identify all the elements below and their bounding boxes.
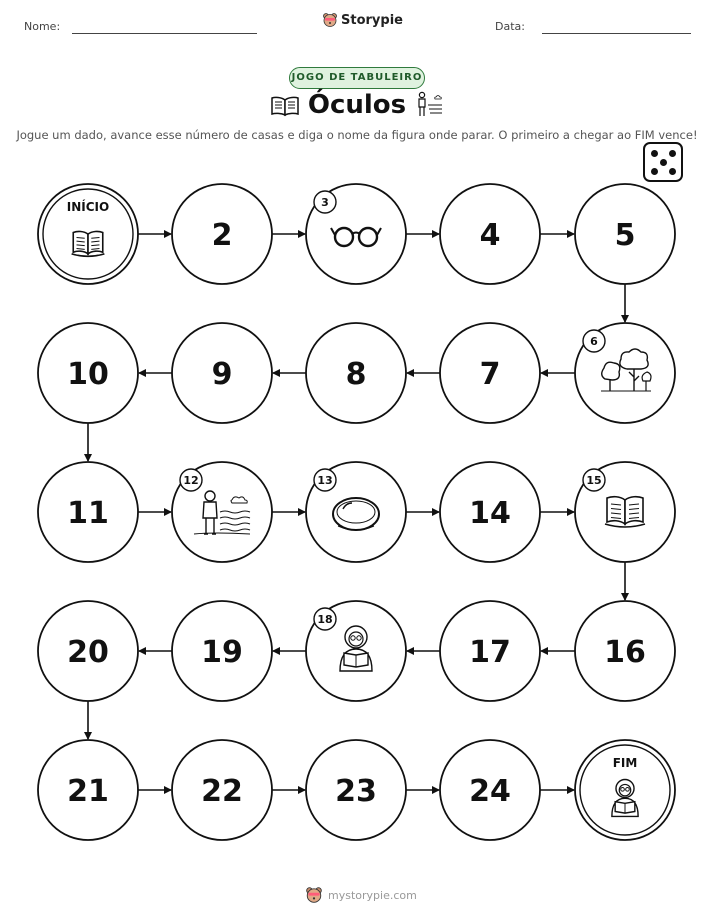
bear-mascot-icon <box>305 886 323 904</box>
space-number: 16 <box>604 635 646 670</box>
space-number: 5 <box>614 218 636 253</box>
space-number: 24 <box>469 774 511 809</box>
board-space-8 <box>306 323 406 423</box>
space-number: 17 <box>469 635 511 670</box>
space-number: 8 <box>345 357 367 392</box>
date-label: Data: <box>495 20 525 33</box>
space-number: 14 <box>469 496 511 531</box>
start-label: INÍCIO <box>66 200 110 214</box>
board-space-start <box>38 184 138 284</box>
name-label: Nome: <box>24 20 61 33</box>
space-number: 10 <box>67 357 109 392</box>
instructions-text: Jogue um dado, avance esse número de casas e diga o nome da figura onde parar. O primeiro a chegar ao FIM vence! <box>16 128 698 142</box>
page-title: Óculos <box>307 90 407 120</box>
board-space-10 <box>38 323 138 423</box>
board-space-11 <box>38 462 138 562</box>
game-type-badge: JOGO DE TABULEIRO <box>289 67 425 89</box>
lens-icon <box>333 498 379 530</box>
board-space-15 <box>575 462 675 562</box>
space-number: 13 <box>317 474 333 487</box>
board-space-21 <box>38 740 138 840</box>
space-number: 12 <box>183 474 199 487</box>
space-number: 19 <box>201 635 243 670</box>
space-number: 7 <box>479 357 501 392</box>
space-number: 15 <box>586 474 602 487</box>
board-space-19 <box>172 601 272 701</box>
board-space-24 <box>440 740 540 840</box>
space-number: 9 <box>211 357 233 392</box>
space-number: 4 <box>479 218 501 253</box>
space-number: 2 <box>211 218 233 253</box>
finish-label: FIM <box>612 756 638 770</box>
space-number: 11 <box>67 496 109 531</box>
board-space-23 <box>306 740 406 840</box>
board-space-5 <box>575 184 675 284</box>
board-space-9 <box>172 323 272 423</box>
brand-name: Storypie <box>341 12 403 28</box>
space-number: 6 <box>590 335 598 348</box>
space-number: 22 <box>201 774 243 809</box>
board-space-16 <box>575 601 675 701</box>
board-space-22 <box>172 740 272 840</box>
space-number: 23 <box>335 774 377 809</box>
board-space-12 <box>172 462 272 562</box>
board-space-17 <box>440 601 540 701</box>
space-number: 20 <box>67 635 109 670</box>
footer <box>305 886 417 904</box>
board-space-finish <box>575 740 675 840</box>
space-number: 21 <box>67 774 109 809</box>
board-space-13 <box>306 462 406 562</box>
board-space-6 <box>575 323 675 423</box>
space-number: 3 <box>321 196 329 209</box>
space-number: 18 <box>317 613 333 626</box>
board-space-18 <box>306 601 406 701</box>
board-space-3 <box>306 184 406 284</box>
board-space-20 <box>38 601 138 701</box>
board-space-4 <box>440 184 540 284</box>
board-space-2 <box>172 184 272 284</box>
footer-url[interactable]: mystorypie.com <box>328 888 417 902</box>
board-space-14 <box>440 462 540 562</box>
board-space-7 <box>440 323 540 423</box>
